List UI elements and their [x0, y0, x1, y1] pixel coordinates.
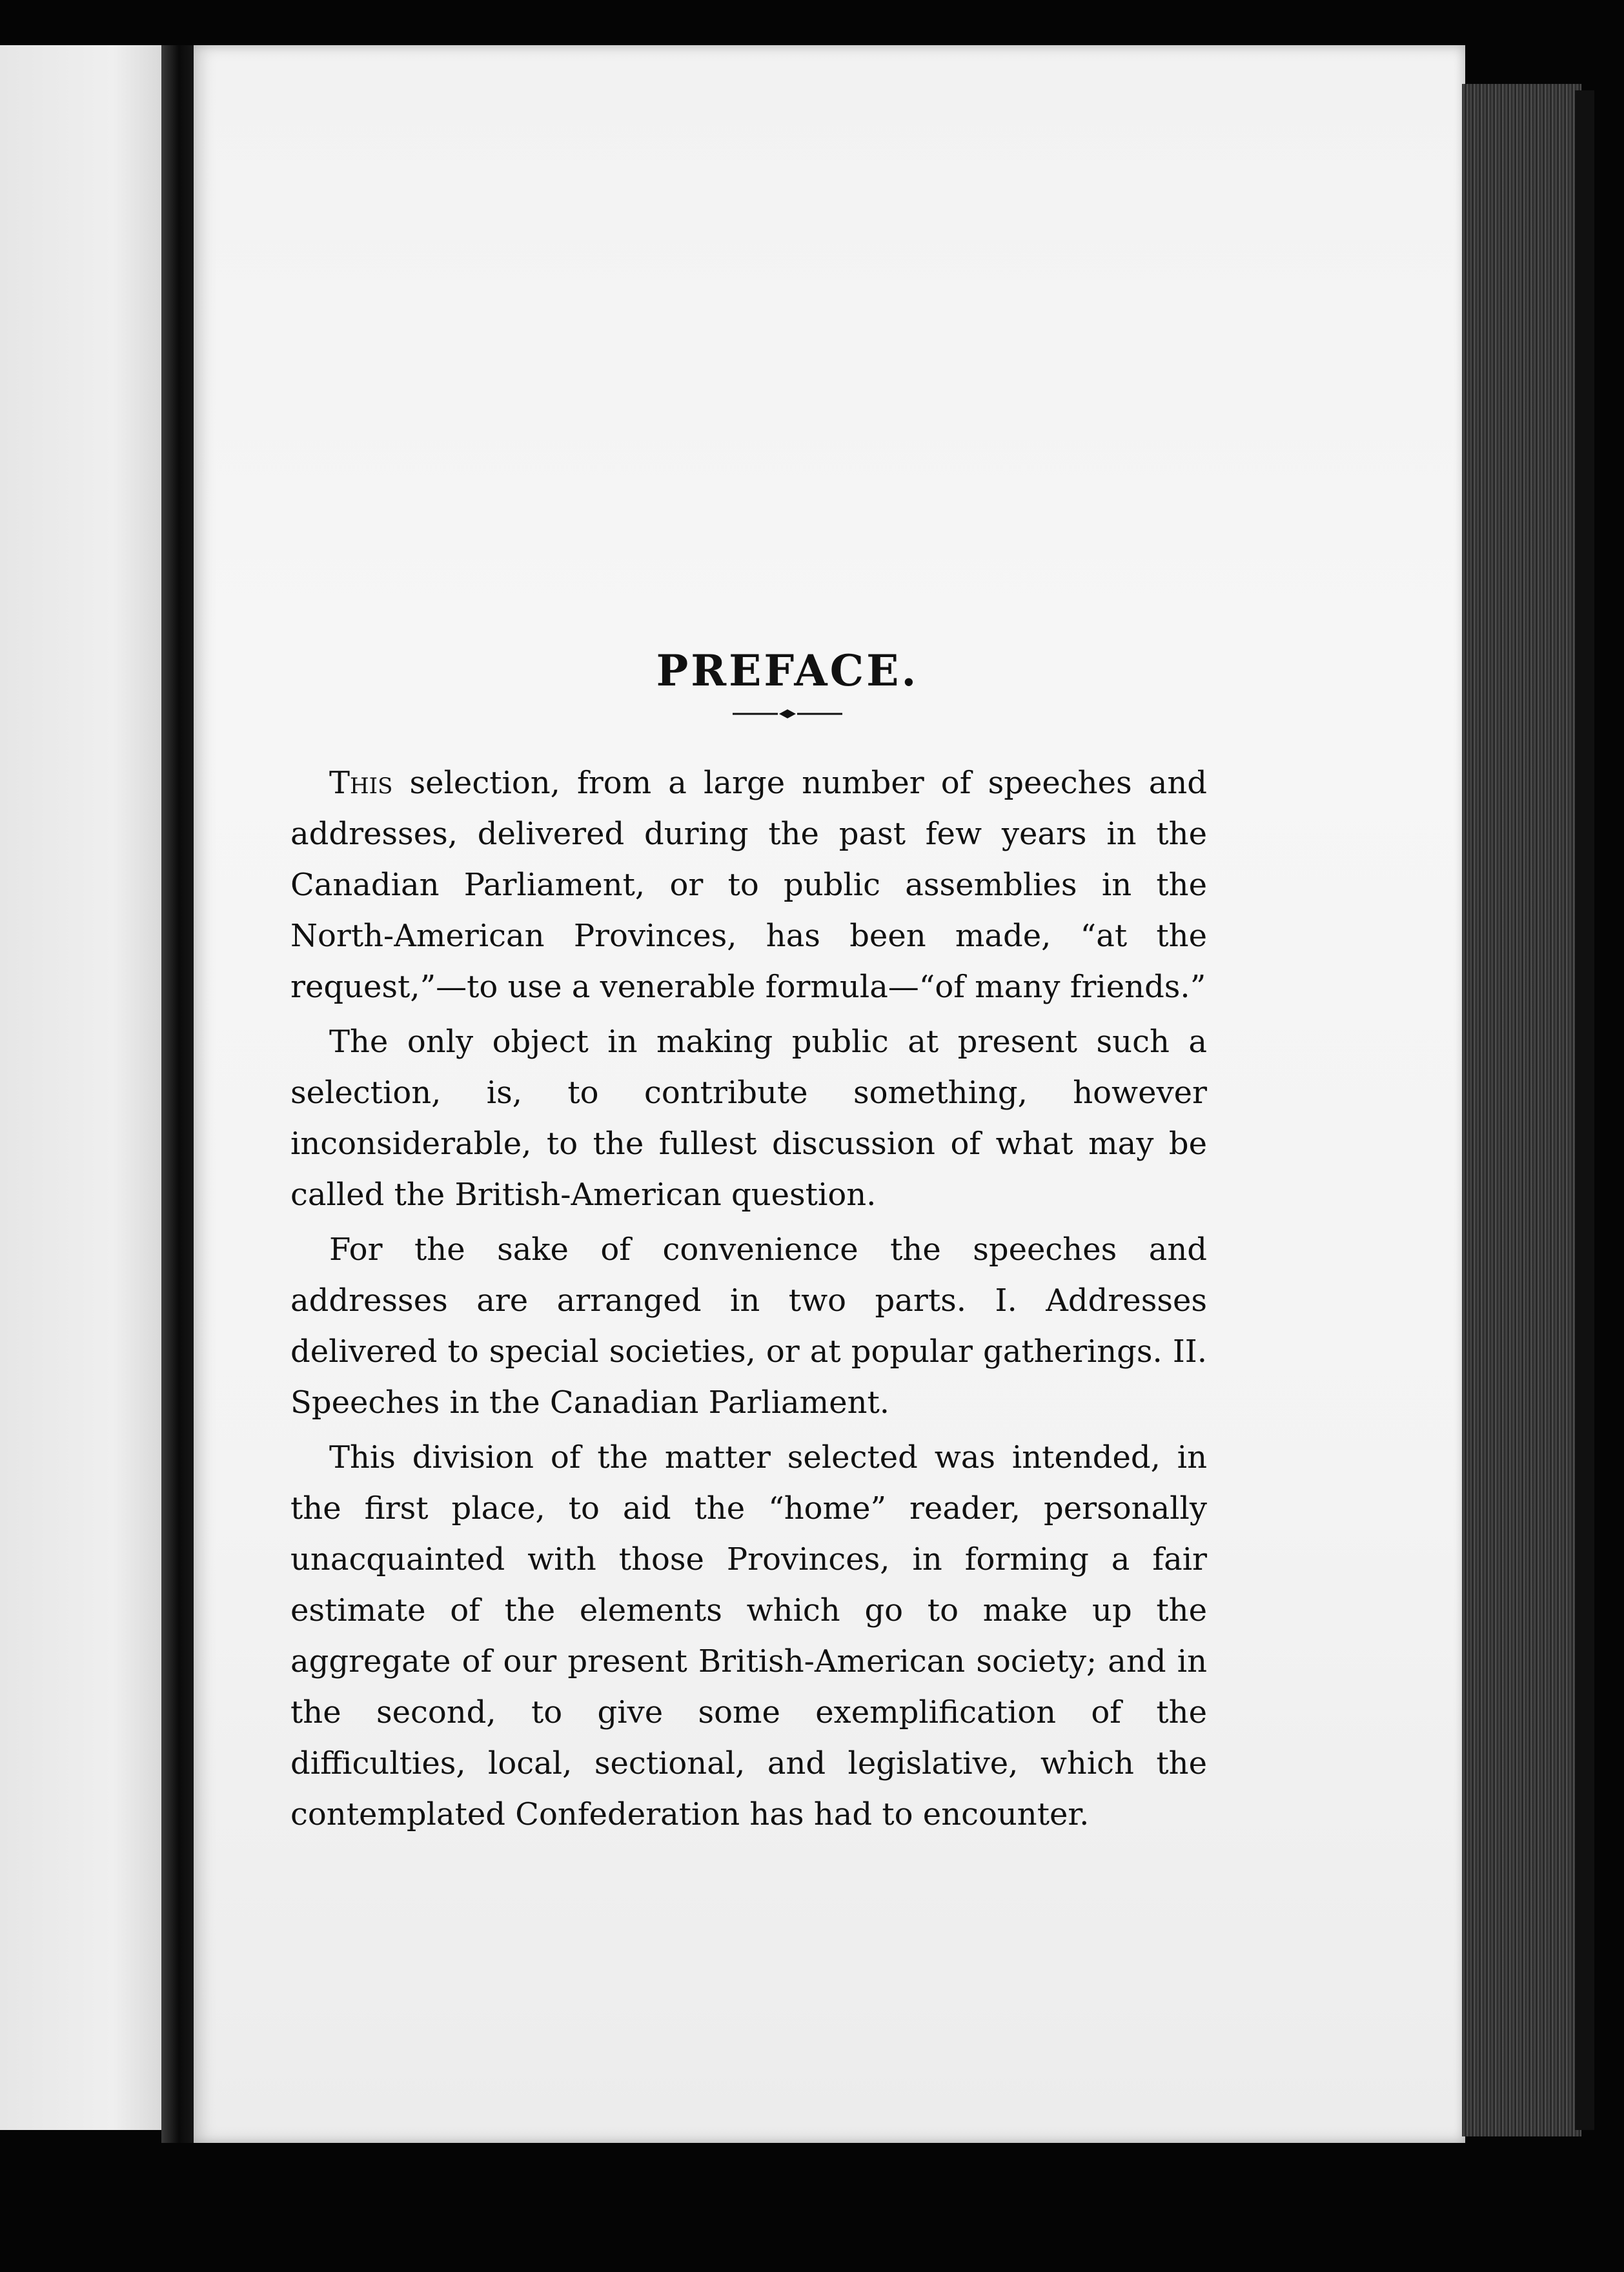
- paragraph-1: [290, 758, 1207, 1013]
- title-ornament: [733, 707, 842, 720]
- page-title: PREFACE.: [656, 645, 919, 696]
- book-page-edges: [1462, 84, 1581, 2136]
- left-facing-page: [0, 45, 161, 2130]
- paragraph-1-text: selection, from a large number of speeches and addresses, delivered during the past few years in the Canadian Parliament, or to public assemblies in the North-American Provinces, has been made, “at the request,”—to use a venerable formula—“of many friends.”: [290, 765, 1207, 1005]
- paragraph-4-text: This division of the matter selected was intended, in the first place, to aid the “home” reader, personally unacquainted with those Provinces, in forming a fair estimate of the elements which go to make up the aggregate of our present British-American society; and in the second, to give some exemplification of the difficulties, local, sectional, and legislative, which the contemplated Confederation has had to encounter.: [290, 1439, 1207, 1832]
- preface-text-block: [290, 645, 1207, 1844]
- paragraph-4: [290, 1432, 1207, 1840]
- paragraph-1-lead: This: [329, 765, 393, 801]
- paragraph-3-text: For the sake of convenience the speeches and addresses are arranged in two parts. I. Addresses delivered to special societies, or at popular gatherings. II. Speeches in the Canadian Parliament.: [290, 1232, 1207, 1421]
- preface-page: [194, 45, 1465, 2143]
- paragraph-3: [290, 1224, 1207, 1428]
- paragraph-2: [290, 1017, 1207, 1221]
- paragraph-2-text: The only object in making public at present such a selection, is, to contribute something, however inconsiderable, to the fullest discussion of what may be called the British-American question.: [290, 1024, 1207, 1213]
- book-edge-shadow: [1575, 90, 1594, 2130]
